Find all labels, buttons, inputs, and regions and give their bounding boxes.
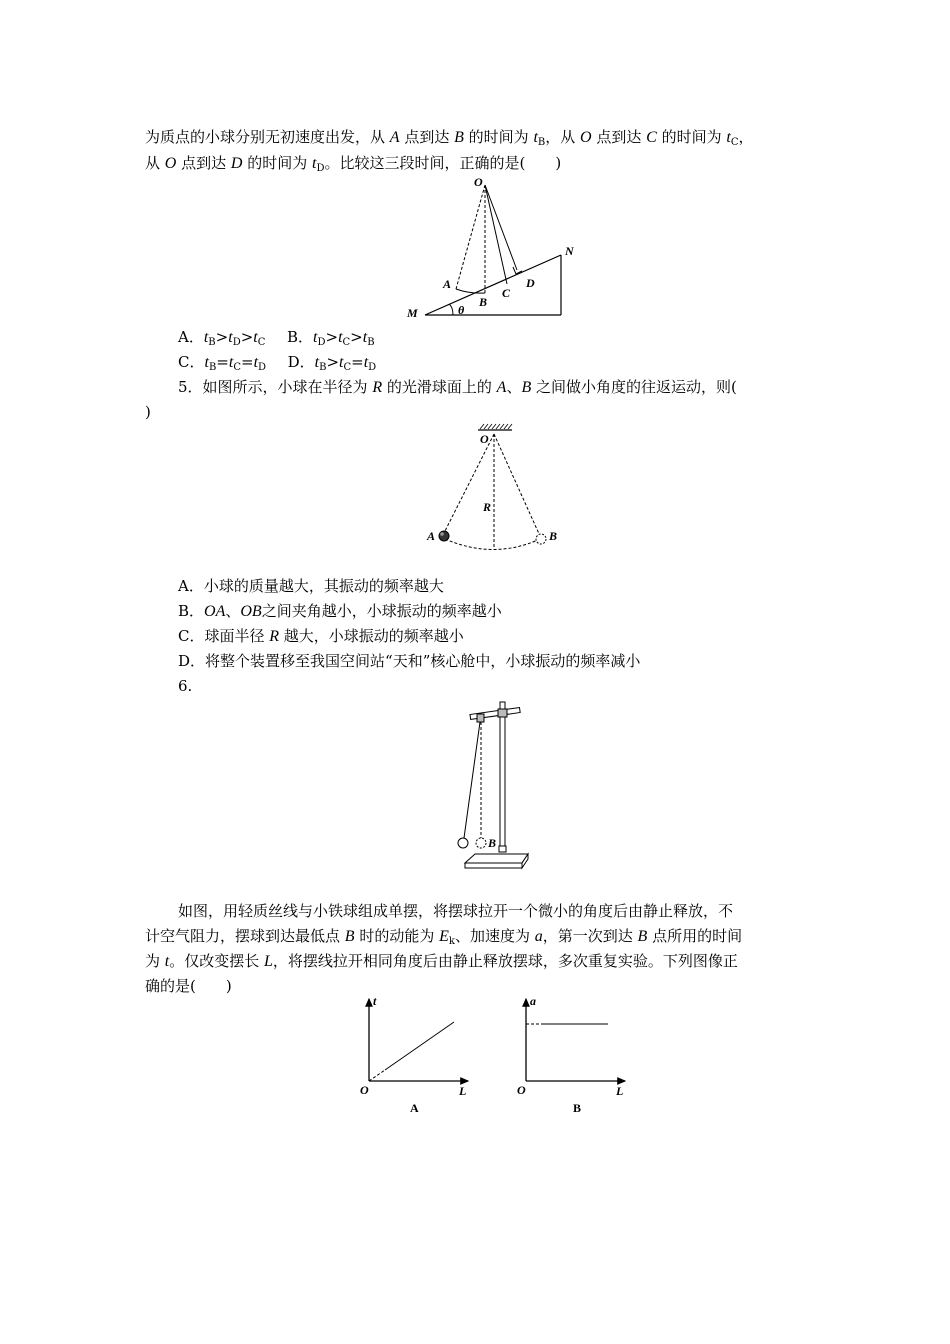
var-t: t xyxy=(228,354,234,371)
q6-number xyxy=(178,676,192,696)
q5-stem-end xyxy=(145,402,151,422)
var-A: A xyxy=(496,379,507,396)
origin-label: O xyxy=(360,1083,369,1097)
graph-caption: A xyxy=(410,1101,419,1115)
var-E: E xyxy=(439,928,449,945)
gt: > xyxy=(326,353,340,371)
var-O: O xyxy=(164,155,177,172)
pendulum-ball xyxy=(458,838,468,848)
text: 确的是( ) xyxy=(145,977,232,995)
ball-A xyxy=(439,531,449,541)
text: ，从 xyxy=(545,128,581,146)
text: 、加速度为 xyxy=(454,927,535,945)
sub-B: B xyxy=(208,362,217,373)
comma: ， xyxy=(738,128,754,146)
gt: > xyxy=(240,328,254,346)
text: ) xyxy=(145,403,151,421)
option-D-label: D． xyxy=(287,353,315,371)
var-a: a xyxy=(534,928,543,945)
sub-B: B xyxy=(319,362,327,373)
q4-options-row2 xyxy=(178,352,376,373)
var-t: t xyxy=(203,329,209,346)
q6-stem-line1 xyxy=(178,901,733,921)
var-t: t xyxy=(533,129,538,146)
text: 。比较这三段时间，正确的是( ) xyxy=(324,154,562,172)
var-B: B xyxy=(344,928,355,945)
var-B: B xyxy=(637,928,648,945)
sub-D: D xyxy=(258,362,267,373)
option-C-text: C．球面半径 xyxy=(178,627,270,645)
origin-label: O xyxy=(517,1083,526,1097)
question-number: 6. xyxy=(178,677,193,695)
var-t: t xyxy=(362,329,368,346)
sub-C: C xyxy=(343,362,352,373)
label-B: B xyxy=(479,295,488,309)
var-R: R xyxy=(372,379,383,396)
option-D-text: D．将整个装置移至我国空间站“天和”核心舱中，小球振动的频率减小 xyxy=(178,652,641,670)
y-axis-label: t xyxy=(373,994,377,1008)
label-A: A xyxy=(427,529,436,543)
incline-figure xyxy=(400,173,600,323)
text: 。仅改变摆长 xyxy=(169,952,265,970)
clamp-right xyxy=(498,709,507,717)
label-R: R xyxy=(483,500,492,514)
label-O: O xyxy=(474,175,483,189)
var-O: O xyxy=(580,129,592,146)
graph-line xyxy=(385,1022,454,1070)
option-C-label: C． xyxy=(178,353,205,371)
option-B-label: B． xyxy=(286,328,313,346)
x-axis-label: L xyxy=(459,1084,467,1098)
eq: = xyxy=(216,353,229,371)
sub-C: C xyxy=(233,362,241,373)
text: 的时间为 xyxy=(463,128,534,146)
text: ，将摆线拉开相同角度后由静止释放摆球，多次重复实验。下列图像正 xyxy=(272,952,738,970)
q5-option-C xyxy=(178,626,464,647)
text: 计空气阻力，摆球到达最低点 xyxy=(145,927,345,945)
ceiling-hatch xyxy=(480,424,512,429)
var-R: R xyxy=(269,628,280,645)
q6-stem-line2 xyxy=(145,926,742,947)
q5-option-A xyxy=(178,576,444,596)
label-M: M xyxy=(407,306,418,320)
var-t: t xyxy=(253,354,259,371)
label-B: B xyxy=(549,529,558,543)
ball-B xyxy=(536,534,546,544)
label-C: C xyxy=(502,286,511,300)
var-t: t xyxy=(253,329,258,346)
text: 为 xyxy=(145,952,165,970)
var-B: B xyxy=(454,129,464,146)
option-A-label: A． xyxy=(178,328,204,346)
sub-D: D xyxy=(317,337,326,348)
sub-D: D xyxy=(368,362,377,373)
sub-B: B xyxy=(367,337,375,348)
var-t: t xyxy=(339,354,344,371)
label-O: O xyxy=(480,432,489,446)
x-axis-label: L xyxy=(616,1084,624,1098)
label-A: A xyxy=(443,277,452,291)
var-t: t xyxy=(228,329,233,346)
arc-path xyxy=(445,539,540,550)
pendulum-string xyxy=(464,722,480,838)
line-OA-dashed xyxy=(456,185,485,289)
text: 的时间为 xyxy=(242,154,312,172)
rod-marker xyxy=(499,846,506,852)
var-t: t xyxy=(164,953,170,970)
radius-OB xyxy=(494,434,540,536)
sub-k: k xyxy=(448,936,455,947)
option-B-text: 之间夹角越小，小球振动的频率越小 xyxy=(261,602,502,620)
sub-C: C xyxy=(730,137,739,148)
label-B: B xyxy=(488,836,497,850)
text: 点到达 xyxy=(399,128,455,146)
sub-B: B xyxy=(208,337,216,348)
var-D: D xyxy=(230,155,243,172)
var-t: t xyxy=(363,354,369,371)
eq: = xyxy=(351,353,364,371)
q5-option-D xyxy=(178,651,640,671)
text: ，第一次到达 xyxy=(542,927,638,945)
option-A-text: A．小球的质量越大，其振动的频率越大 xyxy=(178,577,444,595)
var-t: t xyxy=(338,329,343,346)
var-t: t xyxy=(312,155,317,172)
q4-stem-line1 xyxy=(145,127,753,148)
var-C: C xyxy=(646,129,657,146)
stand-rod xyxy=(500,702,505,852)
text: 的光滑球面上的 xyxy=(382,378,497,396)
sep: 、 xyxy=(506,378,522,396)
radius-OA xyxy=(443,434,494,535)
sub-C: C xyxy=(342,337,351,348)
label-theta: θ xyxy=(458,303,465,317)
graph-caption: B xyxy=(573,1101,582,1115)
text: 从 xyxy=(145,154,165,172)
text: 点到达 xyxy=(176,154,231,172)
text: 点所用的时间 xyxy=(647,927,743,945)
text: 点到达 xyxy=(591,128,647,146)
graph-B xyxy=(512,992,642,1117)
graph-A xyxy=(355,992,485,1117)
label-N: N xyxy=(565,244,574,258)
text: 如图，用轻质丝线与小铁球组成单摆，将摆球拉开一个微小的角度后由静止释放，不 xyxy=(178,902,734,920)
gt: > xyxy=(215,328,229,346)
stand-base-top xyxy=(465,854,528,863)
stand-base-front xyxy=(465,863,522,868)
sub-B: B xyxy=(537,137,546,148)
label-D: D xyxy=(526,276,535,290)
var-OA: OA xyxy=(204,603,226,620)
option-C-text: 越大，小球振动的频率越小 xyxy=(279,627,464,645)
q6-stem-line4 xyxy=(145,976,232,996)
gt: > xyxy=(350,328,363,346)
ball-A-highlight xyxy=(440,532,444,536)
pendulum-stand-figure xyxy=(450,697,540,872)
q5-option-B xyxy=(178,601,502,622)
q6-stem-line3 xyxy=(145,951,738,972)
q4-stem-line2 xyxy=(145,153,561,174)
gt: > xyxy=(325,328,339,346)
var-t: t xyxy=(314,354,320,371)
text: 之间做小角度的往返运动，则( xyxy=(531,378,737,396)
text: 的时间为 xyxy=(656,128,727,146)
var-t: t xyxy=(726,129,731,146)
sep: 、 xyxy=(225,602,241,620)
var-t: t xyxy=(204,354,209,371)
sub-C: C xyxy=(257,337,266,348)
y-axis-label: a xyxy=(530,994,536,1008)
var-t: t xyxy=(313,329,318,346)
text: 如图所示，小球在半径为 xyxy=(202,378,373,396)
sub-D: D xyxy=(232,337,241,348)
text: 时的动能为 xyxy=(354,927,440,945)
q5-stem xyxy=(178,377,737,398)
pendulum-ball-B xyxy=(476,838,486,848)
sub-D: D xyxy=(316,163,325,174)
text: 为质点的小球分别无初速度出发，从 xyxy=(145,128,390,146)
question-number: 5． xyxy=(178,378,203,396)
clamp-left xyxy=(477,714,484,722)
var-OB: OB xyxy=(240,603,262,620)
bowl-figure xyxy=(420,422,570,552)
option-B-label: B． xyxy=(178,602,205,620)
var-A: A xyxy=(389,129,400,146)
eq: = xyxy=(240,353,254,371)
theta-arc xyxy=(449,304,453,315)
var-L: L xyxy=(264,953,273,970)
graph-line-dashed xyxy=(369,1070,385,1081)
q4-options-row1 xyxy=(178,327,375,348)
var-B: B xyxy=(521,379,532,396)
